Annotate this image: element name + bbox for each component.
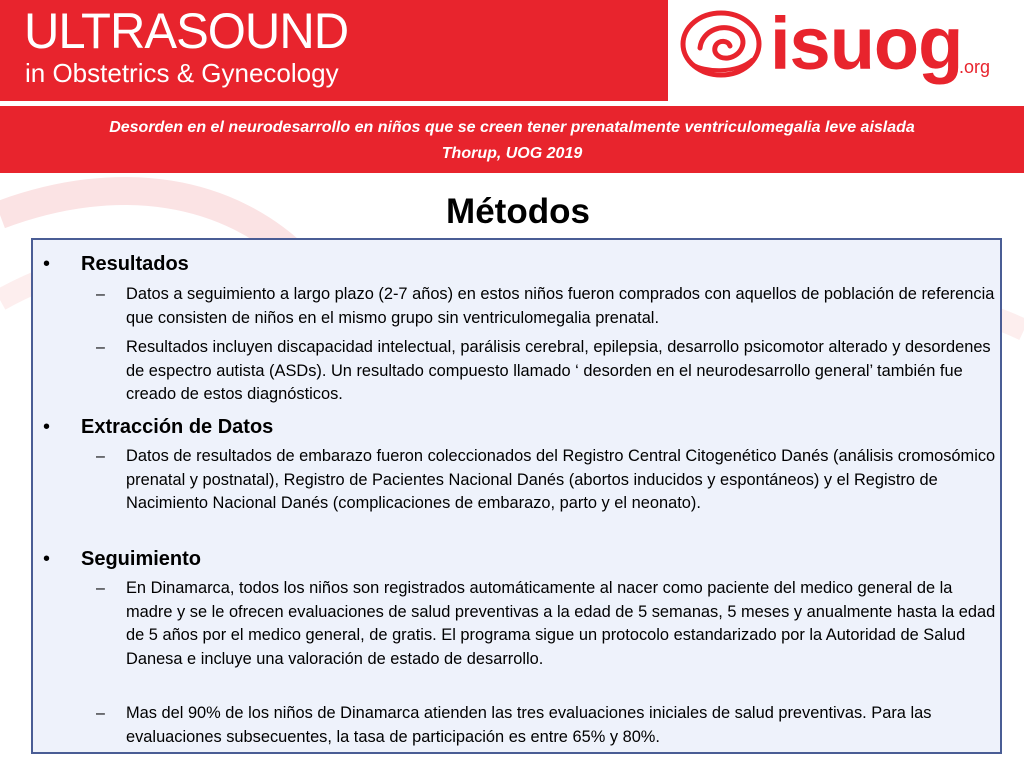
bullet-marker: • bbox=[43, 548, 51, 570]
journal-subtitle: in Obstetrics & Gynecology bbox=[25, 58, 339, 88]
paragraph-extraccion-1: Datos de resultados de embarazo fueron coleccionados del Registro Central Citogenético Danés (análisis cromosómico prenatal y postnatal), Registro de Pacientes Nacional Danés (abortos inducidos y espontáneos) y el Registro de Nacimiento Nacional Danés (complicaciones de embarazo, parto y el neonato). bbox=[126, 447, 996, 512]
paragraph-seguimiento-1: En Dinamarca, todos los niños son registrados automáticamente al nacer como paciente del medico general de la madre y se le ofrecen evaluaciones de salud preventivas a la edad de 5 semanas, 5 meses y anualmente hasta la edad de 5 años por el medico general, de gratis. El programa sigue un protocolo estandarizado por la Autoridad de Salud Danesa e incluye una valoración de estado de desarrollo. bbox=[126, 579, 996, 668]
heading-seguimiento: Seguimiento bbox=[81, 548, 202, 570]
bullet-marker: • bbox=[43, 253, 51, 275]
slide-study-title: Desorden en el neurodesarrollo en niños que se creen tener prenatalmente ventriculomegalia leve aislada bbox=[109, 119, 915, 136]
paragraph-seguimiento-2: Mas del 90% de los niños de Dinamarca atienden las tres evaluaciones iniciales de salud preventivas. Para las evaluaciones subsecuentes, la tasa de participación es entre 65% y 80%. bbox=[126, 704, 932, 746]
isuog-wordmark: isuog bbox=[770, 2, 963, 85]
isuog-domain-suffix: .org bbox=[959, 57, 991, 77]
title-band bbox=[0, 106, 1024, 173]
paragraph-resultados-1: Datos a seguimiento a largo plazo (2-7 años) en estos niños fueron comprados con aquellos de población de referencia que consisten de niños en el mismo grupo sin ventriculomegalia prenatal. bbox=[126, 285, 995, 327]
dash-marker: – bbox=[96, 580, 105, 597]
bullet-marker: • bbox=[43, 416, 51, 438]
dash-marker: – bbox=[96, 286, 105, 303]
header-banner bbox=[0, 0, 1024, 101]
heading-resultados: Resultados bbox=[81, 253, 189, 275]
paragraph-resultados-2: Resultados incluyen discapacidad intelectual, parálisis cerebral, epilepsia, desarrollo psicomotor alterado y desordenes de espectro autista (ASDs). Un resultado compuesto llamado ‘ desorden en el neurodesarrollo general’ también fue creado de estos diagnósticos. bbox=[126, 338, 991, 403]
heading-extraccion-datos: Extracción de Datos bbox=[81, 416, 274, 438]
content-box bbox=[31, 238, 1002, 754]
dash-marker: – bbox=[96, 339, 105, 356]
isuog-logo[interactable] bbox=[668, 0, 1024, 101]
slide-citation: Thorup, UOG 2019 bbox=[441, 145, 583, 162]
dash-marker: – bbox=[96, 705, 105, 722]
dash-marker: – bbox=[96, 448, 105, 465]
isuog-emblem-icon bbox=[678, 8, 764, 80]
section-title: Métodos bbox=[446, 192, 590, 231]
journal-title: ULTRASOUND bbox=[24, 3, 349, 59]
